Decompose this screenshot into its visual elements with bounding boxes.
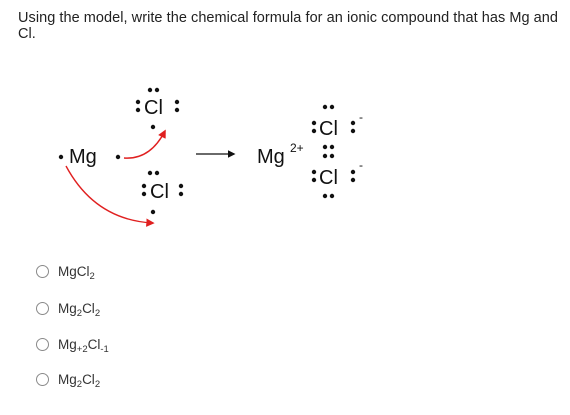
option-label: MgCl$_2$	[58, 263, 95, 282]
mg-symbol: Mg	[69, 146, 97, 168]
cl-ion-bottom-symbol: Cl	[319, 167, 338, 189]
answer-option[interactable]	[36, 369, 100, 389]
option-label: $Mg_{+2}Cl_{-1}$	[58, 336, 109, 355]
question-text: Using the model, write the chemical formula for an ionic compound that has Mg and Cl.	[18, 10, 559, 42]
top-cl-symbol: Cl	[144, 97, 163, 119]
cl-ion-top	[312, 105, 363, 149]
radio-button[interactable]	[36, 373, 49, 386]
electron-transfer-arrow-top	[124, 131, 165, 158]
mg-electron-dot	[59, 155, 63, 159]
radio-button[interactable]	[36, 302, 49, 315]
cl-ion-bottom-charge: -	[359, 158, 363, 172]
cl-ion-bottom	[312, 154, 363, 198]
cl-ion-top-symbol: Cl	[319, 118, 338, 140]
electron-transfer-arrow-bottom	[66, 166, 153, 223]
mg-ion-charge: 2+	[290, 141, 304, 155]
option-label: $Mg_2Cl_2$	[58, 371, 101, 390]
top-cl-atom	[136, 88, 179, 129]
answer-option[interactable]	[36, 298, 100, 318]
mg-atom	[59, 146, 120, 168]
option-label: $Mg_2Cl_2$	[58, 300, 101, 319]
answer-option[interactable]	[36, 261, 95, 281]
mg-ion-symbol: Mg	[257, 146, 285, 168]
answer-option[interactable]	[36, 334, 109, 354]
bottom-cl-atom	[142, 171, 183, 214]
mg-ion	[257, 141, 304, 168]
radio-button[interactable]	[36, 265, 49, 278]
cl-ion-top-charge: -	[359, 110, 363, 124]
radio-button[interactable]	[36, 338, 49, 351]
bottom-cl-symbol: Cl	[150, 181, 169, 203]
mg-electron-dot	[116, 155, 120, 159]
